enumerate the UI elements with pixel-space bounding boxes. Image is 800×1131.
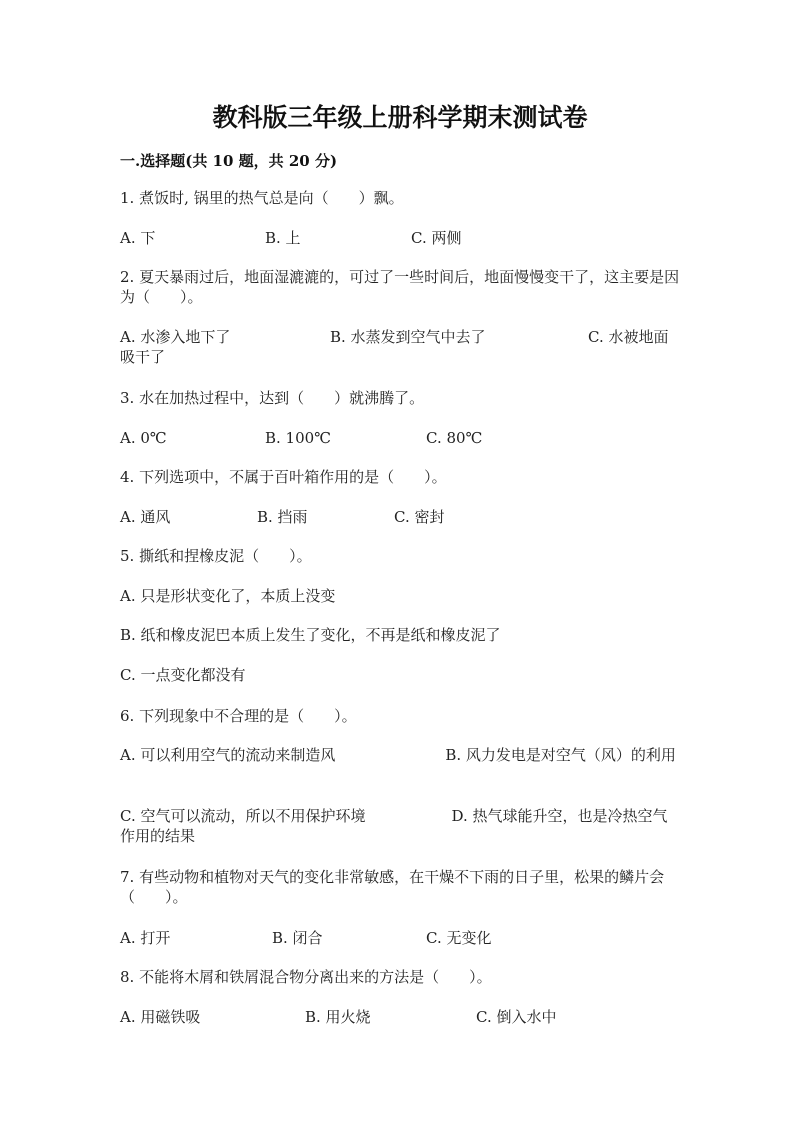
question-1-stem: 1. 煮饭时, 锅里的热气总是向（ ）飘。: [120, 189, 404, 207]
question-8-stem: 8. 不能将木屑和铁屑混合物分离出来的方法是（ ）。: [120, 968, 492, 986]
option-a: A. 通风: [120, 508, 171, 526]
question-3-options: [120, 428, 680, 448]
option-c: C. 密封: [394, 508, 445, 526]
option-b: B. 水蒸发到空气中去了: [330, 328, 486, 346]
option-a: A. 打开: [120, 929, 171, 947]
option-c: C. 空气可以流动，所以不用保护环境: [120, 807, 366, 825]
option-b: B. 闭合: [272, 929, 323, 947]
option-c: C. 无变化: [426, 929, 492, 947]
question-7-stem: 7. 有些动物和植物对天气的变化非常敏感，在干燥不下雨的日子里，松果的鳞片会（ ）。: [120, 868, 665, 906]
page-title: 教科版三年级上册科学期末测试卷: [212, 103, 588, 132]
option-b: B. 上: [265, 229, 301, 247]
question-5-option-b: B. 纸和橡皮泥巴本质上发生了变化，不再是纸和橡皮泥了: [120, 626, 501, 644]
option-d: D. 热气球能升空，也是冷热空气作用的结果: [120, 807, 668, 845]
option-c: C. 倒入水中: [476, 1008, 557, 1026]
question-6-options-ab: [120, 745, 680, 765]
option-a: A. 可以利用空气的流动来制造风: [120, 746, 336, 764]
option-c: C. 80℃: [426, 429, 483, 447]
option-c: C. 两侧: [411, 229, 462, 247]
option-a: A. 0℃: [120, 429, 167, 447]
question-5-option-a: A. 只是形状变化了，本质上没变: [120, 587, 336, 605]
option-b: B. 风力发电是对空气（风）的利用: [445, 746, 676, 764]
section-heading: 一.选择题(共 10 题，共 20 分): [120, 152, 338, 170]
question-4-options: [120, 507, 680, 527]
question-1-options: [120, 228, 680, 248]
question-7-options: [120, 928, 680, 948]
question-5-stem: 5. 撕纸和捏橡皮泥（ ）。: [120, 547, 312, 565]
question-6-stem: 6. 下列现象中不合理的是（ ）。: [120, 707, 357, 725]
question-8-options: [120, 1007, 680, 1027]
option-c: C. 水被地面吸干了: [120, 328, 669, 366]
option-b: B. 挡雨: [257, 508, 308, 526]
question-2-option-c: [120, 327, 680, 367]
question-3-stem: 3. 水在加热过程中，达到（ ）就沸腾了。: [120, 389, 425, 407]
question-4-stem: 4. 下列选项中，不属于百叶箱作用的是（ ）。: [120, 468, 447, 486]
option-b: B. 用火烧: [305, 1008, 371, 1026]
option-a: A. 用磁铁吸: [120, 1008, 201, 1026]
question-6-options-cd: [120, 806, 680, 846]
question-5-option-c: C. 一点变化都没有: [120, 666, 246, 684]
option-a: A. 下: [120, 229, 156, 247]
option-b: B. 100℃: [265, 429, 331, 447]
question-2-stem: 2. 夏天暴雨过后，地面湿漉漉的，可过了一些时间后，地面慢慢变干了，这主要是因为（ ）。: [120, 268, 680, 306]
option-a: A. 水渗入地下了: [120, 328, 231, 346]
